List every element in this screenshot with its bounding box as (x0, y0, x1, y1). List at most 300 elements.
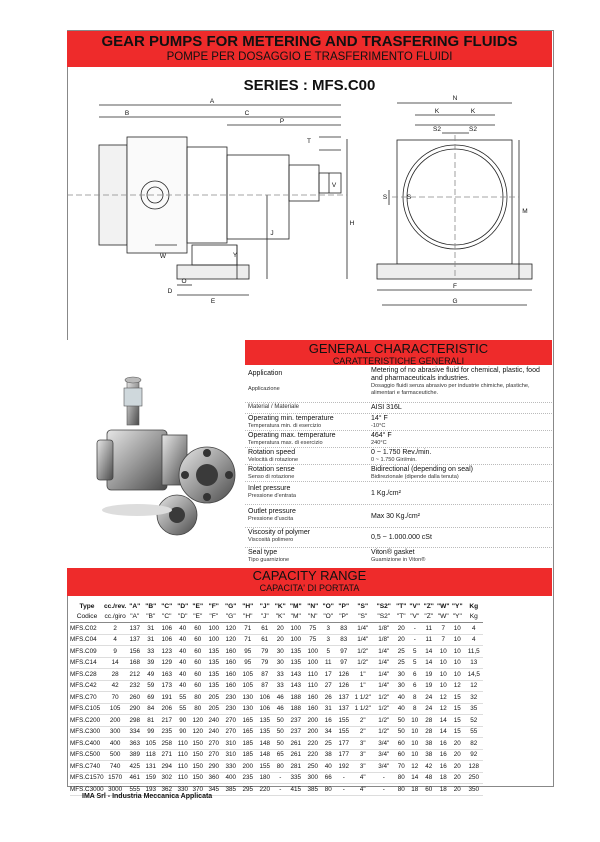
table-cell: 15 (450, 692, 464, 704)
table-cell: 105 (104, 703, 126, 715)
dim-n: N (452, 95, 458, 102)
table-cell: 18 (408, 784, 421, 796)
dim-c: C (244, 110, 250, 117)
table-cell: 34 (321, 726, 335, 738)
table-cell: 32 (464, 692, 483, 704)
side-view (67, 105, 347, 295)
capacity-range-banner (67, 568, 552, 596)
table-cell: 12 (436, 692, 450, 704)
spec-row-viscosity (245, 528, 552, 548)
table-cell: 120 (222, 634, 239, 646)
table-cell: 42 (104, 680, 126, 692)
table-cell: 270 (205, 738, 222, 750)
table-cell: 137 (126, 634, 143, 646)
table-cell: 110 (175, 738, 190, 750)
table-cell: 310 (222, 749, 239, 761)
table-cell: - (373, 772, 394, 784)
table-cell: 1570 (104, 772, 126, 784)
table-cell: 52 (464, 715, 483, 727)
table-cell: MFS.C740 (70, 761, 104, 773)
table-cell: 1/2" (352, 646, 373, 658)
table-cell: 40 (321, 761, 335, 773)
table-cell: 106 (158, 634, 175, 646)
spec-label-it: Tipo guarnizione (248, 557, 290, 563)
table-cell: 59 (143, 680, 158, 692)
table-row (70, 646, 483, 658)
table-cell: 39 (143, 657, 158, 669)
table-cell: 75 (304, 623, 321, 635)
table-cell: 1/4" (373, 680, 394, 692)
table-cell: 185 (239, 749, 256, 761)
table-cell: 105 (239, 669, 256, 681)
spec-label-it: Temperatura max. di esercizio (248, 440, 323, 446)
column-header: "V" (409, 602, 421, 610)
column-subheader: "S2" (373, 612, 394, 623)
table-cell: - (335, 772, 352, 784)
table-cell: 11,5 (464, 646, 483, 658)
table-cell: 192 (335, 761, 352, 773)
table-cell: MFS.C300 (70, 726, 104, 738)
column-header: "H" (242, 602, 254, 610)
table-cell: 92 (464, 749, 483, 761)
table-cell: 60 (394, 749, 408, 761)
table-cell: 177 (335, 738, 352, 750)
table-cell: 3" (352, 749, 373, 761)
table-cell: 250 (464, 772, 483, 784)
table-cell: 20 (450, 749, 464, 761)
dim-f: F (453, 283, 457, 290)
column-header: "N" (307, 602, 319, 610)
table-cell: 70 (394, 761, 408, 773)
table-cell: 48 (421, 772, 436, 784)
table-cell: 281 (287, 761, 304, 773)
table-cell: 129 (158, 657, 175, 669)
spec-label-it: Viscosità polimero (248, 537, 294, 543)
table-cell: 20 (450, 738, 464, 750)
table-cell: 330 (175, 784, 190, 796)
column-subheader: "F" (205, 612, 222, 623)
table-cell: 135 (287, 657, 304, 669)
table-cell: 137 (335, 692, 352, 704)
column-header: "W" (437, 602, 450, 610)
table-cell: 15 (450, 726, 464, 738)
table-cell: 95 (239, 646, 256, 658)
table-row (70, 669, 483, 681)
column-header: "S2" (376, 602, 391, 610)
capacity-subtitle: CAPACITA' DI PORTATA (259, 583, 360, 593)
column-header: "S" (357, 602, 369, 610)
dim-s-right: S (406, 194, 412, 201)
table-cell: 160 (222, 669, 239, 681)
table-cell: 60 (394, 738, 408, 750)
table-cell: 38 (321, 749, 335, 761)
table-cell: MFS.C1570 (70, 772, 104, 784)
table-cell: 61 (256, 634, 273, 646)
table-cell: 7 (436, 634, 450, 646)
table-cell: 143 (287, 680, 304, 692)
table-cell: 1/8" (373, 623, 394, 635)
table-cell: 31 (321, 703, 335, 715)
table-cell: 200 (304, 726, 321, 738)
spec-label: Outlet pressure (248, 508, 296, 515)
table-cell: 4 (464, 634, 483, 646)
table-row (70, 715, 483, 727)
table-subheader-row (70, 612, 483, 623)
column-header: Type (79, 602, 95, 610)
table-cell: 135 (205, 669, 222, 681)
table-cell: 2 (104, 623, 126, 635)
column-header: "G" (225, 602, 237, 610)
table-cell: 270 (222, 726, 239, 738)
table-cell: 385 (222, 784, 239, 796)
spec-label: Operating min. temperature (248, 415, 334, 422)
spec-row-rotation-sense (245, 465, 552, 482)
spec-row-outlet-pressure (245, 505, 552, 528)
spec-label: Rotation speed (248, 449, 296, 456)
table-cell: 82 (464, 738, 483, 750)
table-cell: 3/4" (373, 749, 394, 761)
table-cell: 84 (143, 703, 158, 715)
table-row (70, 634, 483, 646)
spec-row-max-temp (245, 431, 552, 448)
table-cell: 400 (222, 772, 239, 784)
table-cell: 40 (175, 634, 190, 646)
table-cell: 30 (273, 657, 287, 669)
table-cell: 335 (287, 772, 304, 784)
table-cell: 7 (436, 623, 450, 635)
table-cell: 300 (304, 772, 321, 784)
table-cell: 290 (205, 761, 222, 773)
table-cell: 100 (205, 634, 222, 646)
table-cell: 18 (436, 772, 450, 784)
table-cell: 14 (421, 657, 436, 669)
table-cell: 130 (239, 703, 256, 715)
dim-j: J (270, 230, 274, 237)
table-cell: 250 (304, 761, 321, 773)
dim-y: Y (232, 252, 238, 259)
spec-value-it: 0 ~ 1.750 Giri/min. (371, 457, 417, 463)
table-cell: 60 (190, 623, 205, 635)
table-cell: 80 (273, 761, 287, 773)
table-cell: MFS.C105 (70, 703, 104, 715)
table-cell: 389 (126, 749, 143, 761)
table-cell: 60 (190, 680, 205, 692)
pump-photo (67, 340, 245, 568)
table-cell: 28 (421, 715, 436, 727)
column-subheader: "A" (126, 612, 143, 623)
table-cell: 120 (190, 726, 205, 738)
table-cell: 1" (352, 669, 373, 681)
table-cell: 13 (464, 657, 483, 669)
table-cell: 40 (175, 646, 190, 658)
table-cell: 60 (190, 634, 205, 646)
table-cell: 33 (143, 646, 158, 658)
table-cell: 400 (104, 738, 126, 750)
table-cell: 83 (335, 623, 352, 635)
table-cell: 205 (205, 703, 222, 715)
table-cell: 20 (450, 784, 464, 796)
table-cell: 46 (273, 703, 287, 715)
table-cell: 159 (143, 772, 158, 784)
table-cell: 4 (104, 634, 126, 646)
column-subheader: "P" (335, 612, 352, 623)
table-cell: 220 (304, 738, 321, 750)
table-cell: 99 (143, 726, 158, 738)
table-cell: MFS.C70 (70, 692, 104, 704)
table-cell: 1 1/2" (352, 692, 373, 704)
table-cell: 3/4" (373, 761, 394, 773)
table-cell: 131 (143, 761, 158, 773)
spec-label-it: Pressione d'entrata (248, 493, 297, 499)
column-header: Kg (469, 602, 479, 610)
table-cell: 290 (126, 703, 143, 715)
table-cell: 33 (273, 680, 287, 692)
table-cell: 105 (143, 738, 158, 750)
table-cell: 345 (205, 784, 222, 796)
table-cell: 14 (408, 772, 421, 784)
table-cell: 110 (304, 680, 321, 692)
table-cell: 232 (126, 680, 143, 692)
column-header: "B" (145, 602, 157, 610)
table-cell: 71 (239, 634, 256, 646)
table-cell: 150 (190, 761, 205, 773)
table-row (70, 623, 483, 635)
table-cell: 360 (205, 772, 222, 784)
table-cell: 80 (321, 784, 335, 796)
table-cell: 10 (450, 623, 464, 635)
table-row (70, 692, 483, 704)
spec-value: 0,5 ~ 1.000.000 cSt (371, 534, 432, 541)
table-cell: 165 (239, 726, 256, 738)
table-cell: 191 (158, 692, 175, 704)
table-cell: 16 (321, 715, 335, 727)
table-cell: 130 (239, 692, 256, 704)
table-cell: 60 (190, 657, 205, 669)
table-cell: 105 (239, 680, 256, 692)
spec-value: Metering of no abrasive fluid for chemical, plastic, food and pharmaceuticals industries. (371, 367, 540, 382)
table-cell: 106 (256, 703, 273, 715)
column-header: "Z" (423, 602, 434, 610)
table-cell: 212 (126, 669, 143, 681)
table-cell: 16 (436, 738, 450, 750)
table-cell: 31 (143, 634, 158, 646)
table-cell: MFS.C28 (70, 669, 104, 681)
table-cell: 20 (273, 634, 287, 646)
table-cell: 10 (450, 634, 464, 646)
table-cell: 5 (408, 646, 421, 658)
spec-row-seal (245, 548, 552, 566)
spec-value: 0 ~ 1.750 Rev./min. (371, 449, 432, 456)
table-cell: 500 (104, 749, 126, 761)
table-cell: 87 (256, 669, 273, 681)
general-subtitle: CARATTERISTICHE GENERALI (332, 356, 465, 366)
table-cell: 25 (394, 646, 408, 658)
table-cell: 69 (143, 692, 158, 704)
table-cell: MFS.C42 (70, 680, 104, 692)
table-cell: 177 (335, 749, 352, 761)
table-cell: 270 (222, 715, 239, 727)
table-cell: 200 (304, 715, 321, 727)
spec-row-material (245, 403, 552, 414)
title-banner (67, 31, 552, 67)
table-cell: 362 (158, 784, 175, 796)
general-title: GENERAL CHARACTERISTIC (308, 341, 489, 356)
table-cell: 8 (408, 703, 421, 715)
table-cell: 30 (273, 646, 287, 658)
table-cell: 10 (450, 669, 464, 681)
table-cell: 90 (175, 715, 190, 727)
spec-value-it: Bidirezionale (dipende dalla tenuta) (371, 474, 459, 480)
general-characteristic-banner (245, 340, 552, 365)
table-cell: 38 (421, 749, 436, 761)
table-cell: 10 (436, 680, 450, 692)
table-cell: MFS.C500 (70, 749, 104, 761)
column-subheader: "H" (239, 612, 256, 623)
table-cell: 180 (256, 772, 273, 784)
table-cell: 126 (335, 680, 352, 692)
table-row (70, 726, 483, 738)
table-cell: 97 (335, 646, 352, 658)
table-cell: 185 (239, 738, 256, 750)
table-cell: 3/4" (373, 738, 394, 750)
spec-value-it: Guarnizione in Viton® (371, 557, 426, 563)
table-cell: 261 (287, 749, 304, 761)
table-cell: 70 (104, 692, 126, 704)
table-cell: 14,5 (464, 669, 483, 681)
column-subheader: "Z" (421, 612, 436, 623)
table-cell: 1/8" (373, 634, 394, 646)
table-cell: 50 (394, 726, 408, 738)
table-cell: - (273, 784, 287, 796)
table-cell: 11 (421, 623, 436, 635)
table-cell: 110 (175, 761, 190, 773)
table-cell: 60 (421, 784, 436, 796)
table-cell: 240 (205, 715, 222, 727)
table-cell: 310 (222, 738, 239, 750)
table-cell: 35 (464, 703, 483, 715)
table-cell: 14 (436, 726, 450, 738)
table-cell: MFS.C200 (70, 715, 104, 727)
table-cell: 350 (464, 784, 483, 796)
table-cell: 300 (104, 726, 126, 738)
table-cell: 235 (239, 772, 256, 784)
table-cell: 14 (104, 657, 126, 669)
table-cell: 363 (126, 738, 143, 750)
dim-v: V (331, 182, 337, 189)
spec-value: Max 30 Kg./cm² (371, 513, 421, 520)
table-cell: 10 (436, 646, 450, 658)
table-cell: 71 (239, 623, 256, 635)
table-cell: 80 (190, 692, 205, 704)
table-cell: 1/4" (352, 634, 373, 646)
table-cell: 137 (126, 623, 143, 635)
table-cell: 31 (143, 623, 158, 635)
table-cell: 302 (158, 772, 175, 784)
table-cell: 1/4" (373, 657, 394, 669)
table-cell: 3 (321, 623, 335, 635)
column-header: "K" (274, 602, 286, 610)
table-cell: - (408, 623, 421, 635)
table-cell: 155 (335, 715, 352, 727)
table-cell: 188 (287, 692, 304, 704)
table-cell: 155 (256, 761, 273, 773)
spec-label: Seal type (248, 549, 278, 556)
table-cell: 27 (321, 680, 335, 692)
table-cell: 14 (421, 646, 436, 658)
table-cell: 40 (175, 623, 190, 635)
column-header: "F" (208, 602, 219, 610)
column-header: "D" (177, 602, 189, 610)
table-cell: 20 (394, 634, 408, 646)
table-cell: 80 (394, 772, 408, 784)
table-cell: 110 (175, 749, 190, 761)
spec-value: AISI 316L (371, 404, 402, 411)
table-row (70, 738, 483, 750)
table-cell: 150 (190, 772, 205, 784)
spec-value: Viton® gasket (371, 549, 415, 556)
table-cell: 135 (205, 646, 222, 658)
table-cell: 240 (205, 726, 222, 738)
table-cell: 165 (239, 715, 256, 727)
table-cell: 334 (126, 726, 143, 738)
spec-row-application (245, 366, 552, 403)
table-cell: 20 (273, 623, 287, 635)
table-header-row (70, 601, 483, 612)
table-cell: 110 (304, 669, 321, 681)
table-cell: 200 (104, 715, 126, 727)
table-cell: 60 (190, 646, 205, 658)
dim-b: B (124, 110, 130, 117)
dim-s2-right: S2 (469, 126, 477, 133)
table-cell: 1/2" (373, 703, 394, 715)
column-subheader: "K" (273, 612, 287, 623)
table-cell: 173 (158, 680, 175, 692)
column-subheader: "O" (321, 612, 335, 623)
table-cell: 33 (273, 669, 287, 681)
table-cell: 150 (190, 749, 205, 761)
table-cell: 555 (126, 784, 143, 796)
table-cell: 261 (287, 738, 304, 750)
column-subheader: Kg (464, 612, 483, 623)
table-cell: 25 (321, 738, 335, 750)
front-view (377, 103, 532, 305)
table-cell: 5 (321, 646, 335, 658)
table-cell: 55 (464, 726, 483, 738)
spec-value: Bidirectional (depending on seal) (371, 466, 473, 473)
table-cell: 1/4" (373, 669, 394, 681)
dim-d: D (167, 288, 173, 295)
table-cell: 50 (273, 726, 287, 738)
column-subheader: "D" (175, 612, 190, 623)
column-subheader: cc./giro (104, 612, 126, 623)
table-cell: 298 (126, 715, 143, 727)
table-cell: 4 (464, 623, 483, 635)
dim-s-left: S (382, 194, 388, 201)
spec-label: Inlet pressure (248, 485, 291, 492)
column-header: "E" (192, 602, 204, 610)
table-cell: 65 (273, 749, 287, 761)
column-subheader: "G" (222, 612, 239, 623)
page-title: GEAR PUMPS FOR METERING AND TRASFERING FLUIDS (101, 33, 518, 50)
dim-k-right: K (470, 108, 476, 115)
table-cell: 100 (287, 634, 304, 646)
table-cell: 160 (222, 646, 239, 658)
table-cell: 61 (256, 623, 273, 635)
table-cell: 11 (421, 634, 436, 646)
table-cell: 2" (352, 715, 373, 727)
table-cell: - (273, 772, 287, 784)
table-cell: 135 (205, 657, 222, 669)
